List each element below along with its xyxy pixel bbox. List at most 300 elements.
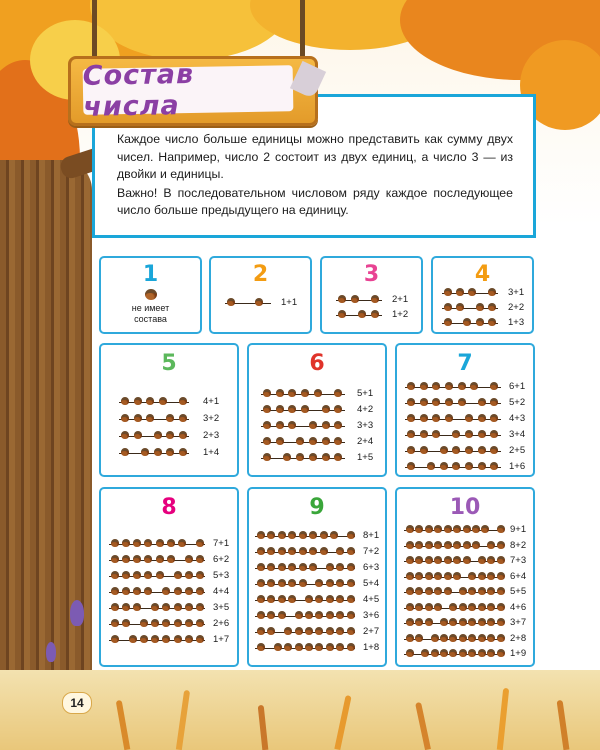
number-card-2 <box>209 256 312 334</box>
sum-label: 3+6 <box>363 610 380 621</box>
acorn-icon <box>431 634 439 642</box>
acorn-icon <box>347 627 355 635</box>
acorn-icon <box>122 603 130 611</box>
acorn-icon <box>444 288 452 296</box>
acorn-icon <box>140 619 148 627</box>
number-card-4 <box>431 256 534 334</box>
acorn-icon <box>487 618 495 626</box>
sum-label: 4+3 <box>509 413 526 424</box>
acorn-icon <box>288 579 296 587</box>
acorn-icon <box>156 571 164 579</box>
acorn-icon <box>315 579 323 587</box>
tree-trunk <box>0 160 92 720</box>
acorn-icon <box>276 389 284 397</box>
bead-row <box>404 523 532 537</box>
acorn-icon <box>122 571 130 579</box>
acorn-icon <box>497 556 505 564</box>
acorn-icon <box>465 462 473 470</box>
sum-label: 9+1 <box>510 524 527 535</box>
acorn-icon <box>431 649 439 657</box>
bead-row <box>405 460 531 474</box>
acorn-icon <box>288 547 296 555</box>
acorn-icon <box>445 382 453 390</box>
acorn-icon <box>257 579 265 587</box>
acorn-icon <box>145 289 157 300</box>
acorn-icon <box>146 397 154 405</box>
acorn-icon <box>151 619 159 627</box>
number-card-9 <box>247 487 387 667</box>
acorn-icon <box>121 431 129 439</box>
acorn-icon <box>456 303 464 311</box>
acorn-icon <box>488 318 496 326</box>
acorn-icon <box>196 587 204 595</box>
acorn-icon <box>497 572 505 580</box>
acorn-icon <box>288 421 296 429</box>
acorn-icon <box>478 556 486 564</box>
acorn-icon <box>406 587 414 595</box>
acorn-icon <box>288 563 296 571</box>
acorn-icon <box>334 437 342 445</box>
acorn-icon <box>334 453 342 461</box>
acorn-icon <box>463 541 471 549</box>
acorn-icon <box>141 448 149 456</box>
acorn-icon <box>371 310 379 318</box>
bead-row <box>405 396 531 410</box>
acorn-icon <box>497 649 505 657</box>
acorn-icon <box>111 555 119 563</box>
acorn-icon <box>320 531 328 539</box>
bead-row <box>405 412 531 426</box>
acorn-icon <box>326 643 334 651</box>
acorn-icon <box>444 525 452 533</box>
acorn-icon <box>459 603 467 611</box>
acorn-icon <box>276 405 284 413</box>
acorn-icon <box>487 572 495 580</box>
acorn-icon <box>425 541 433 549</box>
acorn-icon <box>444 556 452 564</box>
bead-row <box>442 301 530 315</box>
acorn-icon <box>487 541 495 549</box>
acorn-icon <box>301 405 309 413</box>
acorn-icon <box>336 563 344 571</box>
acorn-icon <box>347 563 355 571</box>
bead-row <box>255 593 385 607</box>
acorn-icon <box>478 572 486 580</box>
acorn-icon <box>309 547 317 555</box>
acorn-icon <box>406 572 414 580</box>
sum-label: 7+1 <box>213 538 230 549</box>
acorn-icon <box>459 649 467 657</box>
acorn-icon <box>347 611 355 619</box>
acorn-icon <box>347 531 355 539</box>
sum-label: 8+1 <box>363 530 380 541</box>
sum-label: 5+2 <box>509 397 526 408</box>
acorn-icon <box>415 572 423 580</box>
acorn-icon <box>174 571 182 579</box>
acorn-icon <box>434 603 442 611</box>
bead-row <box>109 569 235 583</box>
acorn-icon <box>472 525 480 533</box>
acorn-icon <box>497 525 505 533</box>
bead-row <box>255 609 385 623</box>
acorn-icon <box>425 556 433 564</box>
acorn-icon <box>406 634 414 642</box>
acorn-icon <box>478 603 486 611</box>
acorn-icon <box>322 437 330 445</box>
acorn-icon <box>459 587 467 595</box>
bead-row <box>336 308 414 322</box>
acorn-icon <box>497 587 505 595</box>
acorn-icon <box>452 462 460 470</box>
number-card-7 <box>395 343 535 477</box>
sum-label: 2+6 <box>213 618 230 629</box>
acorn-icon <box>425 587 433 595</box>
acorn-icon <box>459 634 467 642</box>
acorn-icon <box>452 446 460 454</box>
acorn-icon <box>425 525 433 533</box>
acorn-icon <box>420 398 428 406</box>
acorn-icon <box>257 643 265 651</box>
sum-label: 6+3 <box>363 562 380 573</box>
acorn-icon <box>288 595 296 603</box>
acorn-icon <box>468 587 476 595</box>
acorn-icon <box>255 298 263 306</box>
bead-row <box>119 395 225 409</box>
acorn-icon <box>440 446 448 454</box>
acorn-icon <box>111 571 119 579</box>
acorn-icon <box>185 555 193 563</box>
acorn-icon <box>283 453 291 461</box>
acorn-icon <box>133 571 141 579</box>
title-sign <box>68 56 318 126</box>
sum-label: 5+1 <box>357 388 374 399</box>
acorn-icon <box>267 547 275 555</box>
acorn-icon <box>301 389 309 397</box>
acorn-icon <box>497 603 505 611</box>
acorn-icon <box>434 587 442 595</box>
acorn-icon <box>174 619 182 627</box>
card-number: 7 <box>457 351 473 376</box>
acorn-icon <box>449 649 457 657</box>
acorn-icon <box>288 389 296 397</box>
acorn-icon <box>315 643 323 651</box>
acorn-icon <box>326 611 334 619</box>
acorn-icon <box>309 453 317 461</box>
bead-row <box>109 633 235 647</box>
acorn-icon <box>415 541 423 549</box>
acorn-icon <box>278 531 286 539</box>
acorn-icon <box>179 448 187 456</box>
acorn-icon <box>315 611 323 619</box>
acorn-icon <box>487 556 495 564</box>
acorn-icon <box>167 539 175 547</box>
bead-row <box>109 585 235 599</box>
number-card-1 <box>99 256 202 334</box>
card-number: 4 <box>474 262 491 287</box>
acorn-icon <box>299 531 307 539</box>
acorn-icon <box>111 619 119 627</box>
acorn-icon <box>326 579 334 587</box>
acorn-icon <box>159 397 167 405</box>
acorn-icon <box>299 579 307 587</box>
acorn-icon <box>406 525 414 533</box>
acorn-icon <box>196 571 204 579</box>
acorn-icon <box>121 397 129 405</box>
acorn-icon <box>156 539 164 547</box>
sum-label: 2+5 <box>509 445 526 456</box>
bead-row <box>442 286 530 300</box>
acorn-icon <box>322 453 330 461</box>
sum-label: 2+2 <box>508 302 525 313</box>
acorn-icon <box>320 547 328 555</box>
acorn-icon <box>487 587 495 595</box>
sum-label: 3+4 <box>509 429 526 440</box>
acorn-icon <box>121 414 129 422</box>
acorn-icon <box>432 430 440 438</box>
acorn-icon <box>453 556 461 564</box>
acorn-icon <box>415 556 423 564</box>
acorn-icon <box>144 587 152 595</box>
acorn-icon <box>432 414 440 422</box>
acorn-icon <box>465 446 473 454</box>
sum-label: 3+7 <box>510 617 527 628</box>
sum-label: 1+8 <box>363 642 380 653</box>
acorn-icon <box>263 453 271 461</box>
acorn-icon <box>481 525 489 533</box>
acorn-icon <box>336 547 344 555</box>
sign-post <box>300 0 305 62</box>
bead-row <box>109 601 235 615</box>
acorn-icon <box>434 541 442 549</box>
acorn-icon <box>421 649 429 657</box>
bead-row <box>255 561 385 575</box>
acorn-icon <box>468 288 476 296</box>
acorn-icon <box>420 414 428 422</box>
sum-label: 2+8 <box>510 632 527 644</box>
acorn-icon <box>326 563 334 571</box>
acorn-icon <box>490 430 498 438</box>
acorn-icon <box>257 627 265 635</box>
acorn-icon <box>406 541 414 549</box>
page-title: Состав числа <box>82 58 195 123</box>
acorn-icon <box>407 414 415 422</box>
acorn-icon <box>322 421 330 429</box>
acorn-icon <box>445 398 453 406</box>
bead-row <box>109 537 235 551</box>
acorn-icon <box>407 446 415 454</box>
acorn-icon <box>278 547 286 555</box>
acorn-icon <box>122 539 130 547</box>
acorn-icon <box>468 603 476 611</box>
bead-row <box>261 451 379 465</box>
bead-row <box>404 570 532 584</box>
sum-label: 4+1 <box>203 396 220 407</box>
acorn-icon <box>490 414 498 422</box>
number-card-6 <box>247 343 387 477</box>
acorn-icon <box>263 437 271 445</box>
acorn-icon <box>146 414 154 422</box>
acorn-icon <box>427 462 435 470</box>
acorn-icon <box>295 611 303 619</box>
card-number: 10 <box>449 495 481 520</box>
acorn-icon <box>476 303 484 311</box>
acorn-icon <box>151 635 159 643</box>
acorn-icon <box>299 547 307 555</box>
bead-row <box>119 412 225 426</box>
acorn-icon <box>478 649 486 657</box>
acorn-icon <box>425 603 433 611</box>
intro-paragraph: Каждое число больше единицы можно представить как сумму двух чисел. Например, число 2 состоит из двух единиц, а число 3 — из двойки и единицы. <box>117 132 513 181</box>
acorn-icon <box>459 618 467 626</box>
acorn-icon <box>122 619 130 627</box>
acorn-icon <box>257 547 265 555</box>
acorn-icon <box>322 405 330 413</box>
acorn-icon <box>490 382 498 390</box>
acorn-icon <box>326 627 334 635</box>
acorn-icon <box>432 398 440 406</box>
acorn-icon <box>315 595 323 603</box>
acorn-icon <box>288 531 296 539</box>
acorn-icon <box>434 525 442 533</box>
acorn-icon <box>179 431 187 439</box>
acorn-icon <box>179 414 187 422</box>
sum-label: 4+5 <box>363 594 380 605</box>
acorn-icon <box>406 556 414 564</box>
acorn-icon <box>196 635 204 643</box>
acorn-icon <box>478 462 486 470</box>
acorn-icon <box>415 618 423 626</box>
acorn-icon <box>174 635 182 643</box>
acorn-icon <box>276 421 284 429</box>
acorn-icon <box>162 603 170 611</box>
acorn-icon <box>278 595 286 603</box>
acorn-icon <box>305 611 313 619</box>
acorn-icon <box>276 437 284 445</box>
acorn-icon <box>134 431 142 439</box>
acorn-icon <box>314 389 322 397</box>
acorn-icon <box>257 531 265 539</box>
acorn-icon <box>330 531 338 539</box>
bead-row <box>405 428 531 442</box>
purple-flower <box>70 600 84 626</box>
acorn-icon <box>185 635 193 643</box>
page-number: 14 <box>62 692 92 714</box>
acorn-icon <box>336 611 344 619</box>
sum-label: 3+3 <box>357 420 374 431</box>
acorn-icon <box>299 563 307 571</box>
acorn-icon <box>196 555 204 563</box>
acorn-icon <box>490 462 498 470</box>
bead-row <box>404 601 532 615</box>
sum-label: 4+6 <box>510 601 527 613</box>
acorn-icon <box>162 619 170 627</box>
acorn-icon <box>305 595 313 603</box>
acorn-icon <box>154 448 162 456</box>
acorn-icon <box>444 541 452 549</box>
acorn-icon <box>487 634 495 642</box>
acorn-icon <box>309 421 317 429</box>
acorn-icon <box>309 563 317 571</box>
sum-label: 1+7 <box>213 634 230 645</box>
title-plate <box>82 58 294 123</box>
acorn-icon <box>440 618 448 626</box>
sum-label: 2+4 <box>357 436 374 447</box>
acorn-icon <box>351 295 359 303</box>
number-card-5 <box>99 343 239 477</box>
acorn-icon <box>267 595 275 603</box>
acorn-icon <box>278 563 286 571</box>
acorn-icon <box>452 430 460 438</box>
sum-label: 6+2 <box>213 554 230 565</box>
sum-label: 3+1 <box>508 287 525 298</box>
acorn-icon <box>465 430 473 438</box>
bead-row <box>109 617 235 631</box>
acorn-icon <box>196 619 204 627</box>
acorn-icon <box>445 414 453 422</box>
bead-row <box>442 316 530 330</box>
acorn-icon <box>407 382 415 390</box>
bead-row <box>405 444 531 458</box>
acorn-icon <box>488 288 496 296</box>
bead-row <box>404 632 532 646</box>
acorn-icon <box>326 595 334 603</box>
acorn-icon <box>315 627 323 635</box>
acorn-icon <box>134 397 142 405</box>
acorn-icon <box>468 572 476 580</box>
bead-row <box>336 293 414 307</box>
acorn-icon <box>478 430 486 438</box>
sum-label: 8+2 <box>510 539 527 551</box>
acorn-icon <box>453 525 461 533</box>
acorn-icon <box>487 649 495 657</box>
acorn-icon <box>144 555 152 563</box>
acorn-icon <box>154 431 162 439</box>
sum-label: 4+2 <box>357 404 374 415</box>
sum-label: 3+5 <box>213 602 230 613</box>
acorn-icon <box>296 437 304 445</box>
acorn-icon <box>284 627 292 635</box>
acorn-icon <box>162 635 170 643</box>
acorn-icon <box>425 618 433 626</box>
acorn-icon <box>336 579 344 587</box>
sum-label: 1+3 <box>508 317 525 328</box>
sum-label: 1+4 <box>203 447 220 458</box>
acorn-icon <box>478 587 486 595</box>
acorn-icon <box>476 318 484 326</box>
acorn-icon <box>444 318 452 326</box>
acorn-icon <box>278 579 286 587</box>
acorn-icon <box>140 635 148 643</box>
acorn-icon <box>288 405 296 413</box>
acorn-icon <box>133 603 141 611</box>
card-note: не имеет состава <box>131 303 170 324</box>
bead-row <box>255 529 385 543</box>
acorn-icon <box>458 398 466 406</box>
card-number: 3 <box>363 262 380 287</box>
acorn-icon <box>196 603 204 611</box>
bead-row <box>261 419 379 433</box>
acorn-icon <box>434 572 442 580</box>
acorn-icon <box>196 539 204 547</box>
acorn-icon <box>456 288 464 296</box>
acorn-icon <box>144 571 152 579</box>
acorn-icon <box>470 382 478 390</box>
acorn-icon <box>267 611 275 619</box>
acorn-icon <box>347 579 355 587</box>
acorn-icon <box>122 555 130 563</box>
acorn-icon <box>263 421 271 429</box>
acorn-icon <box>338 295 346 303</box>
